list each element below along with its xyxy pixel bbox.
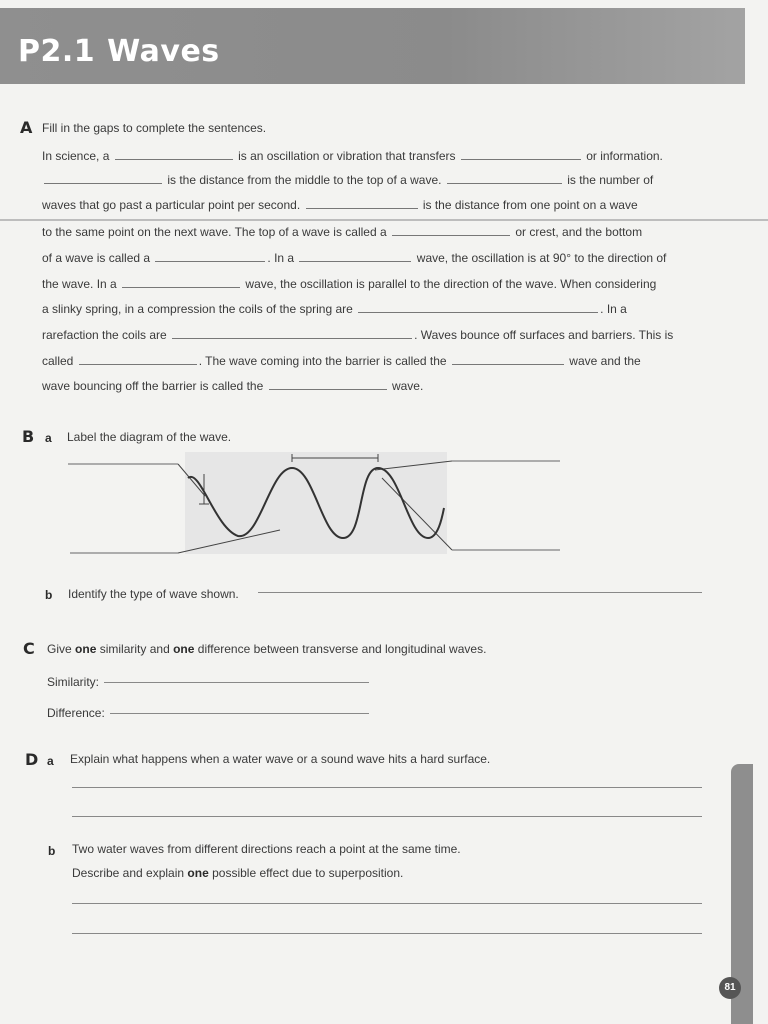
gap-line-9: called . The wave coming into the barrier is called the wave and the (42, 354, 641, 368)
question-d-part-b-text-1: Two water waves from different directions reach a point at the same time. (72, 842, 461, 856)
answer-line-d-a-1[interactable] (72, 787, 702, 788)
question-b-part-a-text: Label the diagram of the wave. (67, 430, 232, 444)
question-a-instruction: Fill in the gaps to complete the sentences. (42, 121, 267, 135)
question-c-text: Give one similarity and one difference between transverse and longitudinal waves. (47, 642, 487, 656)
gap-blank[interactable] (122, 276, 240, 288)
gap-blank[interactable] (44, 172, 162, 184)
gap-line-8: rarefaction the coils are . Waves bounce off surfaces and barriers. This is (42, 328, 674, 342)
gap-blank[interactable] (155, 250, 265, 262)
gap-blank[interactable] (269, 378, 387, 390)
answer-line-d-b-2[interactable] (72, 933, 702, 934)
gap-blank[interactable] (358, 301, 598, 313)
question-d-part-b-label: b (48, 844, 56, 858)
gap-blank[interactable] (392, 224, 510, 236)
page-title (18, 34, 220, 69)
question-a-letter: A (20, 118, 33, 137)
gap-line-4: to the same point on the next wave. The top of a wave is called a or crest, and the bottom (42, 225, 643, 239)
question-b-part-a-label: a (45, 431, 52, 445)
gap-line-1: In science, a is an oscillation or vibration that transfers or information. (42, 149, 663, 163)
topic-title: Waves (107, 34, 220, 69)
question-c-letter: C (23, 639, 35, 658)
question-d-part-a-text: Explain what happens when a water wave or a sound wave hits a hard surface. (70, 752, 491, 766)
similarity-answer-line[interactable] (104, 682, 369, 683)
gap-blank[interactable] (306, 197, 418, 209)
gap-blank[interactable] (447, 172, 562, 184)
gap-blank[interactable] (461, 148, 581, 160)
answer-line-b-b[interactable] (258, 592, 702, 593)
page-number: 81 (719, 977, 741, 999)
header-band (0, 8, 745, 84)
question-b-letter: B (22, 427, 35, 446)
question-b-part-b-label: b (45, 588, 53, 602)
diagram-background (185, 452, 447, 554)
answer-line-d-a-2[interactable] (72, 816, 702, 817)
gap-blank[interactable] (79, 353, 197, 365)
question-d-letter: D (25, 750, 39, 769)
gap-blank[interactable] (172, 327, 412, 339)
gap-blank[interactable] (299, 250, 411, 262)
gap-line-2: is the distance from the middle to the top of a wave. is the number of (42, 172, 653, 187)
question-b-part-b-text: Identify the type of wave shown. (68, 587, 239, 601)
gap-blank[interactable] (452, 353, 564, 365)
page-fold-line (0, 219, 768, 221)
gap-line-10: wave bouncing off the barrier is called the wave. (42, 379, 424, 393)
question-d-part-b-text-2: Describe and explain one possible effect due to superposition. (72, 866, 404, 880)
answer-line-d-b-1[interactable] (72, 903, 702, 904)
gap-blank[interactable] (115, 148, 233, 160)
similarity-label: Similarity: (47, 675, 100, 689)
difference-answer-line[interactable] (110, 713, 369, 714)
gap-line-3: waves that go past a particular point per second. is the distance from one point on a wave (42, 198, 638, 212)
question-d-part-a-label: a (47, 754, 54, 768)
gap-line-5: of a wave is called a . In a wave, the oscillation is at 90° to the direction of (42, 251, 667, 265)
difference-label: Difference: (47, 706, 105, 720)
topic-number: P2.1 (18, 34, 96, 69)
gap-line-6: the wave. In a wave, the oscillation is parallel to the direction of the wave. When considering (42, 277, 657, 291)
wave-diagram (60, 448, 580, 564)
gap-line-7: a slinky spring, in a compression the coils of the spring are . In a (42, 302, 627, 316)
